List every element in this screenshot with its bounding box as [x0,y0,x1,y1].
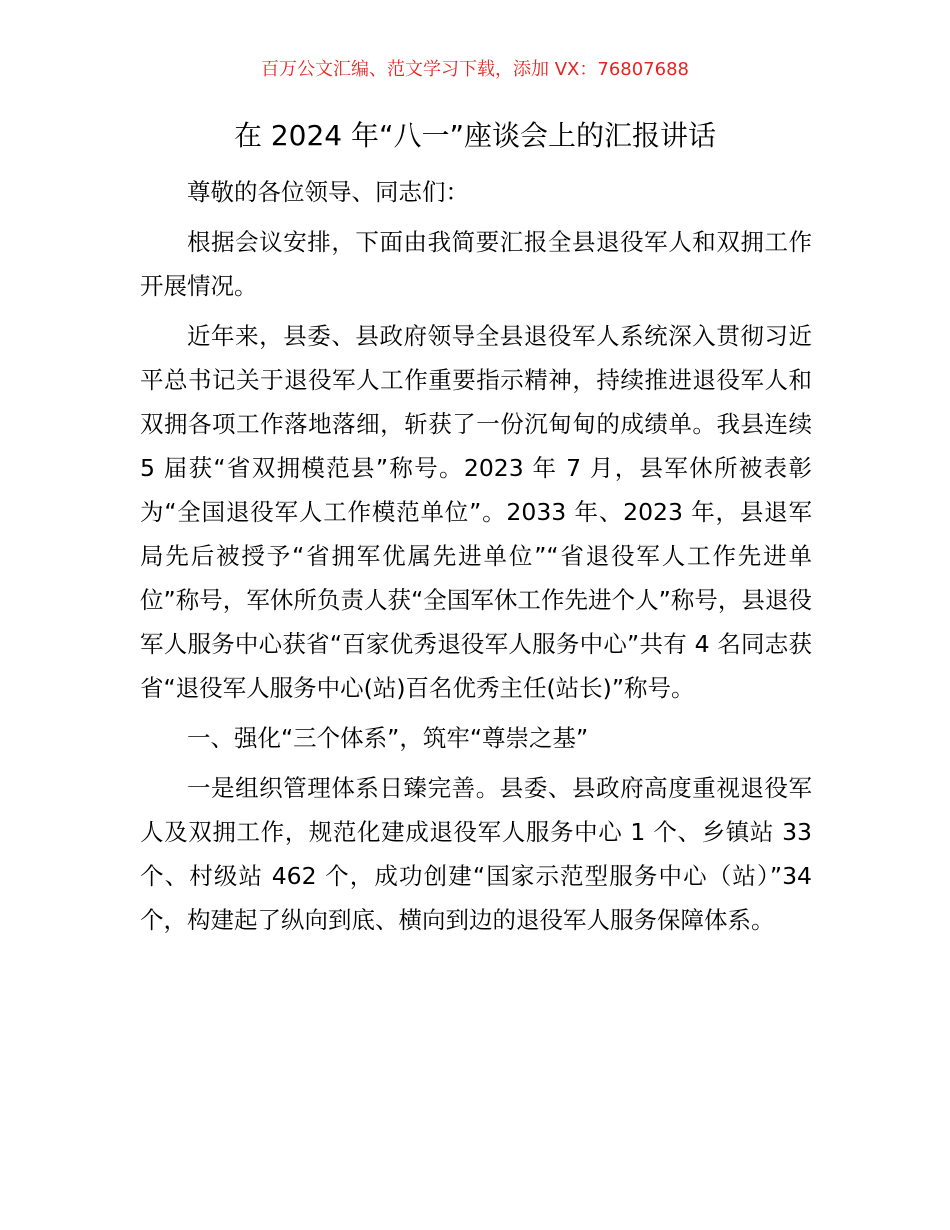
document-body [140,170,812,948]
section-heading-1: 一、强化“三个体系”，筑牢“尊崇之基” [187,724,589,752]
intro-paragraph: 根据会议安排，下面由我简要汇报全县退役军人和双拥工作开展情况。 [140,228,812,300]
achievements-paragraph: 近年来，县委、县政府领导全县退役军人系统深入贯彻习近平总书记关于退役军人工作重要指示精神，持续推进退役军人和双拥各项工作落地落细，斩获了一份沉甸甸的成绩单。我县连续 5 届获“省双拥模范县”称号。2023 年 7 月，县军休所被表彰为“全国退役军人工作模范单位”。2033 年、2023 年，县退军局先后被授予“省拥军优属先进单位”“省退役军人工作先进单位”称号，军休所负责人获“全国军休工作先进个人”称号，县退役军人服务中心获省“百家优秀退役军人服务中心”共有 4 名同志获省“退役军人服务中心(站)百名优秀主任(站长)”称号。 [140,322,812,702]
document-title: 在 2024 年“八一”座谈会上的汇报讲话 [233,119,717,152]
header-watermark-note: 百万公文汇编、范文学习下载，添加 VX：76807688 [261,59,689,80]
salutation-paragraph: 尊敬的各位领导、同志们： [187,178,469,206]
organization-system-paragraph: 一是组织管理体系日臻完善。县委、县政府高度重视退役军人及双拥工作，规范化建成退役军人服务中心 1 个、乡镇站 33 个、村级站 462 个，成功创建“国家示范型服务中心（站）”34 个，构建起了纵向到底、横向到边的退役军人服务保障体系。 [140,774,812,934]
